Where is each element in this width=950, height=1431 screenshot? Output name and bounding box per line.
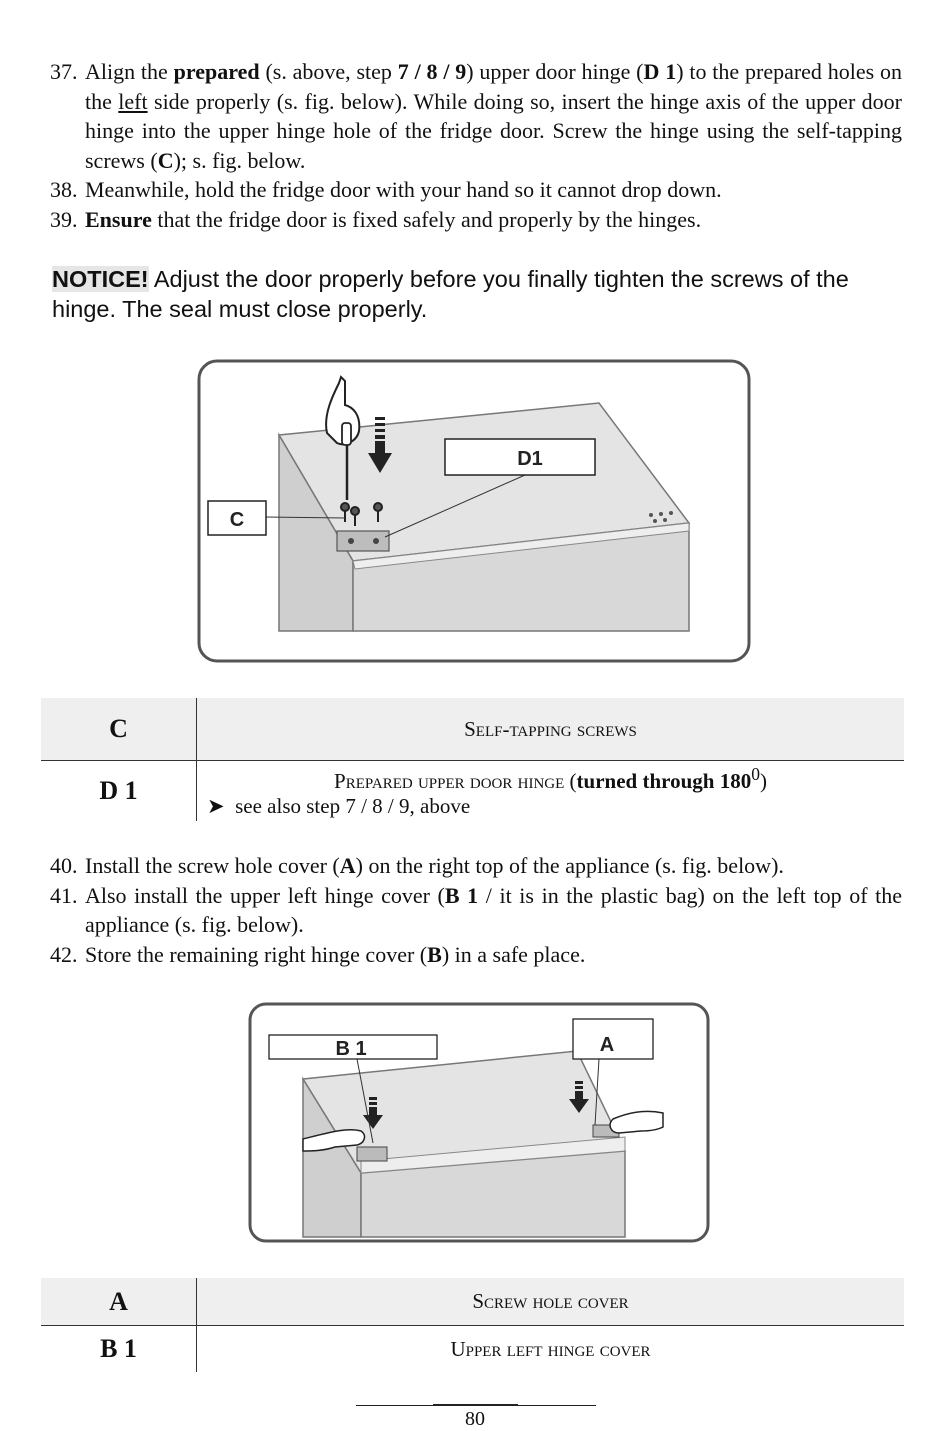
step-text-part: B 1 bbox=[444, 882, 479, 908]
step-text-part: A bbox=[339, 853, 356, 878]
figure-hinge-covers bbox=[247, 1001, 711, 1244]
step-item bbox=[50, 57, 902, 175]
step-text-part: D 1 bbox=[643, 59, 677, 84]
step-text bbox=[85, 57, 902, 175]
step-text-part: that the fridge door is fixed safely and properly by the hinges. bbox=[151, 206, 702, 232]
step-text-part: prepared bbox=[173, 59, 260, 84]
step-text bbox=[85, 205, 902, 235]
step-text bbox=[85, 175, 902, 205]
notice bbox=[52, 264, 912, 324]
step-text-part: ) in a safe place. bbox=[441, 941, 586, 967]
arrow-bullet-icon: ➤ bbox=[207, 793, 225, 818]
legend-table-2 bbox=[41, 1278, 904, 1372]
legend-value: Self-tapping screws bbox=[197, 698, 905, 761]
legend-value: Upper left hinge cover bbox=[450, 1336, 651, 1361]
step-item bbox=[50, 851, 902, 881]
notice-text: Adjust the door properly before you finally tighten the screws of the hinge. The seal must close properly. bbox=[52, 266, 849, 322]
legend-row bbox=[41, 698, 904, 761]
step-number: 42. bbox=[50, 941, 78, 967]
legend-value-sup: 0 bbox=[751, 763, 760, 784]
step-text-part: (s. above, step bbox=[259, 59, 398, 84]
step-number: 40. bbox=[50, 853, 78, 878]
step-item bbox=[50, 175, 902, 205]
legend-table-1 bbox=[41, 698, 904, 821]
figure2-label-b1: B 1 bbox=[335, 1038, 367, 1060]
step-item bbox=[50, 940, 902, 970]
step-text bbox=[85, 851, 902, 881]
legend-subnote bbox=[197, 794, 904, 819]
step-text-part: ) upper door hinge ( bbox=[466, 59, 644, 84]
step-number: 41. bbox=[50, 882, 78, 908]
legend-key: B 1 bbox=[41, 1326, 197, 1373]
step-text bbox=[85, 940, 902, 970]
legend-row bbox=[41, 1278, 904, 1326]
step-text-part: Align the bbox=[85, 59, 174, 84]
step-text bbox=[85, 881, 902, 940]
step-text-part: B bbox=[427, 941, 442, 967]
step-number: 37. bbox=[50, 59, 78, 84]
figure1-label-c: C bbox=[229, 509, 245, 531]
legend-value-extra: turned through 180 bbox=[576, 768, 752, 793]
step-text-part: left bbox=[118, 88, 148, 114]
step-text-part: 7 / 8 / 9 bbox=[397, 59, 467, 84]
page-number: 80 bbox=[465, 1408, 485, 1430]
step-text-part: ) to the prepared holes on the bbox=[85, 59, 903, 114]
step-number: 38. bbox=[50, 177, 78, 202]
legend-key: D 1 bbox=[41, 761, 197, 822]
footer-divider-accent bbox=[433, 1404, 518, 1406]
legend-value: Prepared upper door hinge bbox=[334, 768, 565, 793]
step-text-part: / it is in the plastic bag) on the left top of the appliance (s. fig. below). bbox=[85, 882, 902, 937]
steps-list-top bbox=[50, 57, 902, 234]
step-text-part: Meanwhile, hold the fridge door with your hand so it cannot drop down. bbox=[85, 177, 722, 202]
steps-list-bottom bbox=[50, 851, 902, 969]
step-text-part: Store the remaining right hinge cover ( bbox=[85, 941, 428, 967]
step-text-part: Also install the upper left hinge cover ( bbox=[85, 882, 445, 908]
step-text-part: Install the screw hole cover ( bbox=[85, 853, 340, 878]
figure1-label-d1: D1 bbox=[517, 448, 543, 470]
step-item bbox=[50, 881, 902, 940]
legend-subnote-text: see also step 7 / 8 / 9, above bbox=[235, 793, 471, 818]
step-text-part: side properly (s. fig. below). While doing so, insert the hinge axis of the upper door hinge into the upper hinge hole of the fridge door. Screw the hinge using the self-tapping screws ( bbox=[85, 88, 902, 173]
legend-row bbox=[41, 761, 904, 822]
step-text-part: Ensure bbox=[85, 206, 152, 232]
step-text-part: ) on the right top of the appliance (s. fig. below). bbox=[355, 853, 784, 878]
legend-key: A bbox=[41, 1278, 197, 1326]
notice-keyword: NOTICE! bbox=[52, 266, 149, 292]
step-text-part: C bbox=[157, 147, 174, 173]
legend-value: Screw hole cover bbox=[197, 1278, 905, 1326]
figure2-label-a: A bbox=[599, 1034, 615, 1056]
step-item bbox=[50, 205, 902, 235]
legend-key: C bbox=[41, 698, 197, 761]
figure-upper-hinge bbox=[195, 355, 753, 665]
legend-row bbox=[41, 1326, 904, 1373]
step-text-part: ); s. fig. below. bbox=[173, 147, 306, 173]
step-number: 39. bbox=[50, 206, 78, 232]
legend-value-cell: Prepared upper door hinge (turned through $180^0$) ➤ see also step 7 / 8 / 9, above bbox=[197, 761, 905, 822]
